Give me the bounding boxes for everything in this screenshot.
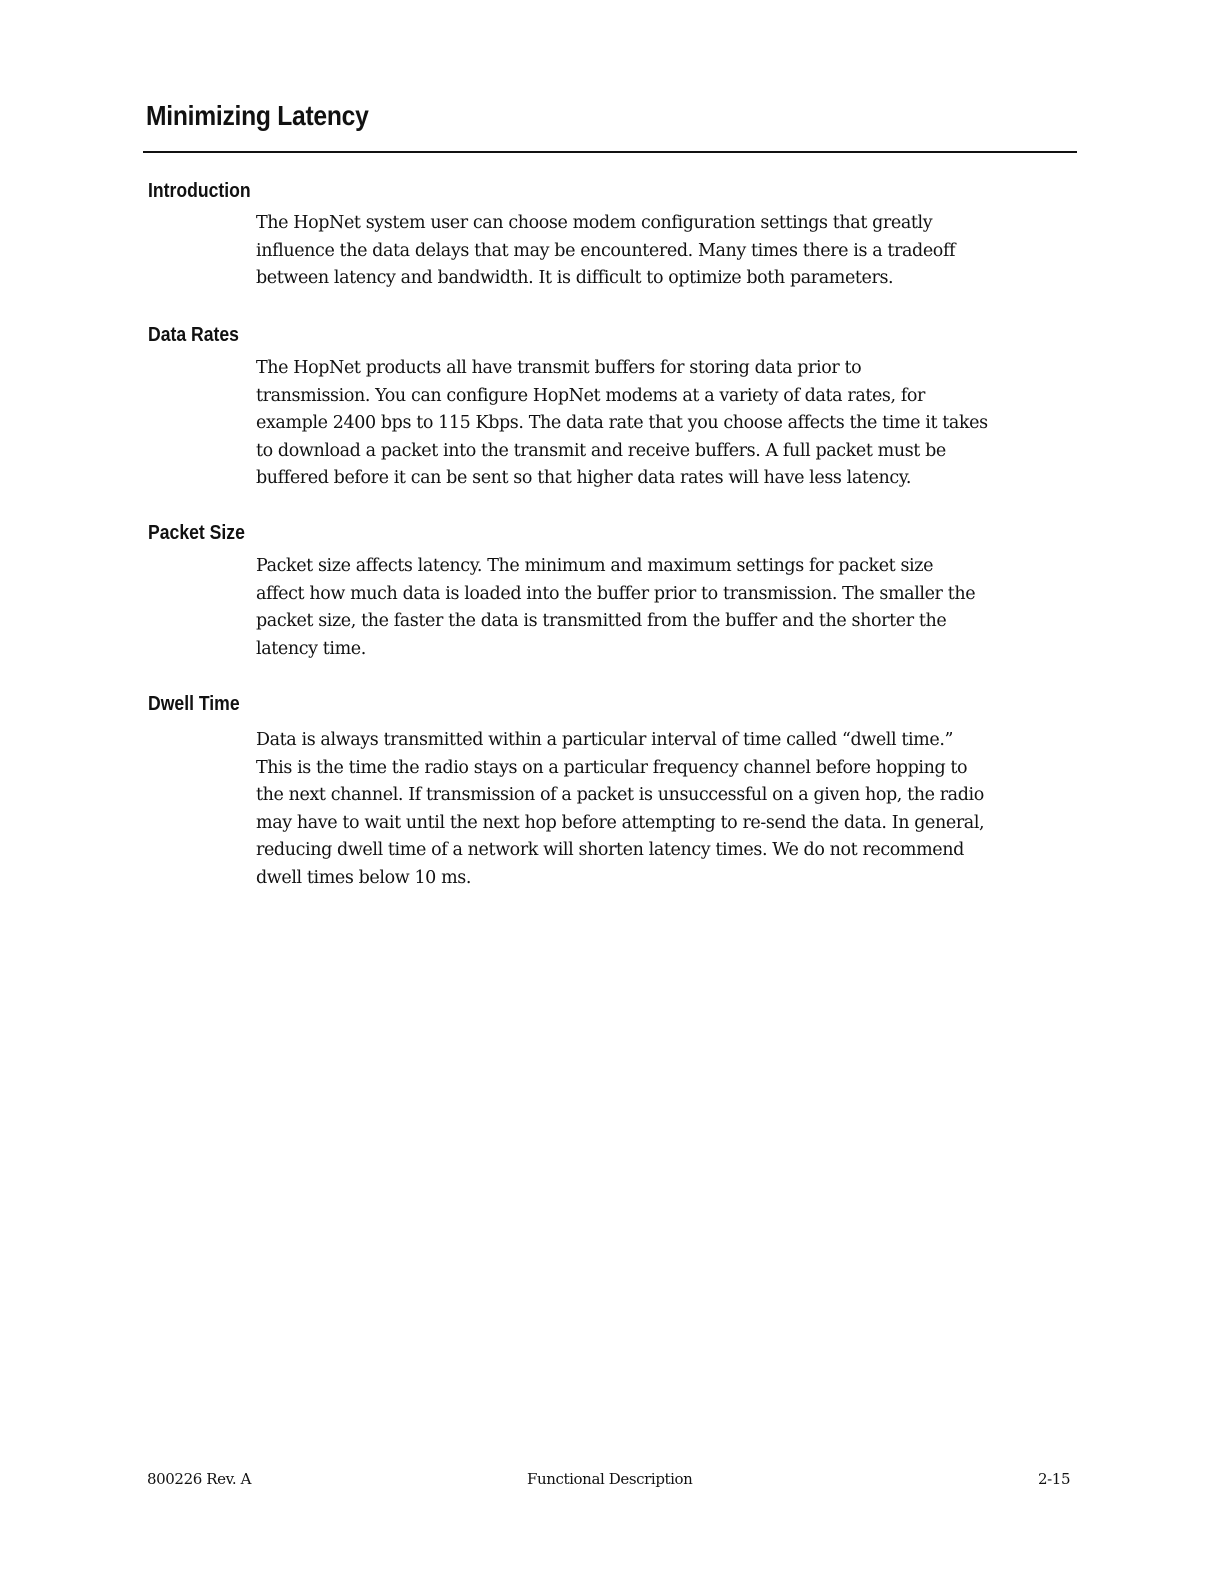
section-heading-dwell-time: Dwell Time <box>148 693 240 715</box>
text-line: to download a packet into the transmit and receive buffers. A full packet must be <box>256 440 946 461</box>
page-title: Minimizing Latency <box>146 100 369 131</box>
text-line: dwell times below 10 ms. <box>256 867 472 888</box>
text-line: may have to wait until the next hop before attempting to re-send the data. In general, <box>256 812 985 833</box>
text-line: the next channel. If transmission of a packet is unsuccessful on a given hop, the radio <box>256 785 984 805</box>
text-line: Packet size affects latency. The minimum and maximum settings for packet size <box>256 556 934 576</box>
section-body-data-rates <box>256 355 988 493</box>
title-divider <box>143 151 1077 153</box>
text-line: buffered before it can be sent so that higher data rates will have less latency. <box>256 468 912 488</box>
section-heading-data-rates: Data Rates <box>148 324 239 346</box>
text-line: transmission. You can configure HopNet modems at a variety of data rates, for <box>256 385 926 406</box>
footer-doc-number: 800226 Rev. A <box>147 1470 252 1488</box>
text-line: reducing dwell time of a network will shorten latency times. We do not recommend <box>256 840 964 860</box>
section-body-packet-size <box>256 553 975 663</box>
footer-section: Functional Description <box>527 1470 693 1488</box>
text-line: affect how much data is loaded into the buffer prior to transmission. The smaller the <box>256 583 976 604</box>
text-line: between latency and bandwidth. It is difficult to optimize both parameters. <box>256 268 894 288</box>
section-body-dwell-time <box>256 727 984 892</box>
text-line: This is the time the radio stays on a particular frequency channel before hopping to <box>256 757 968 778</box>
text-line: Data is always transmitted within a particular interval of time called “dwell time.” <box>256 730 954 750</box>
section-heading-packet-size: Packet Size <box>148 522 245 544</box>
section-heading-introduction: Introduction <box>148 180 251 202</box>
text-line: The HopNet products all have transmit buffers for storing data prior to <box>256 358 862 378</box>
text-line: influence the data delays that may be encountered. Many times there is a tradeoff <box>256 240 956 261</box>
section-body-introduction <box>256 210 955 293</box>
text-line: example 2400 bps to 115 Kbps. The data rate that you choose affects the time it takes <box>256 413 988 433</box>
text-line: packet size, the faster the data is transmitted from the buffer and the shorter the <box>256 611 947 631</box>
footer-page-number: 2-15 <box>1038 1470 1071 1488</box>
text-line: latency time. <box>256 638 366 659</box>
text-line: The HopNet system user can choose modem configuration settings that greatly <box>256 213 933 233</box>
